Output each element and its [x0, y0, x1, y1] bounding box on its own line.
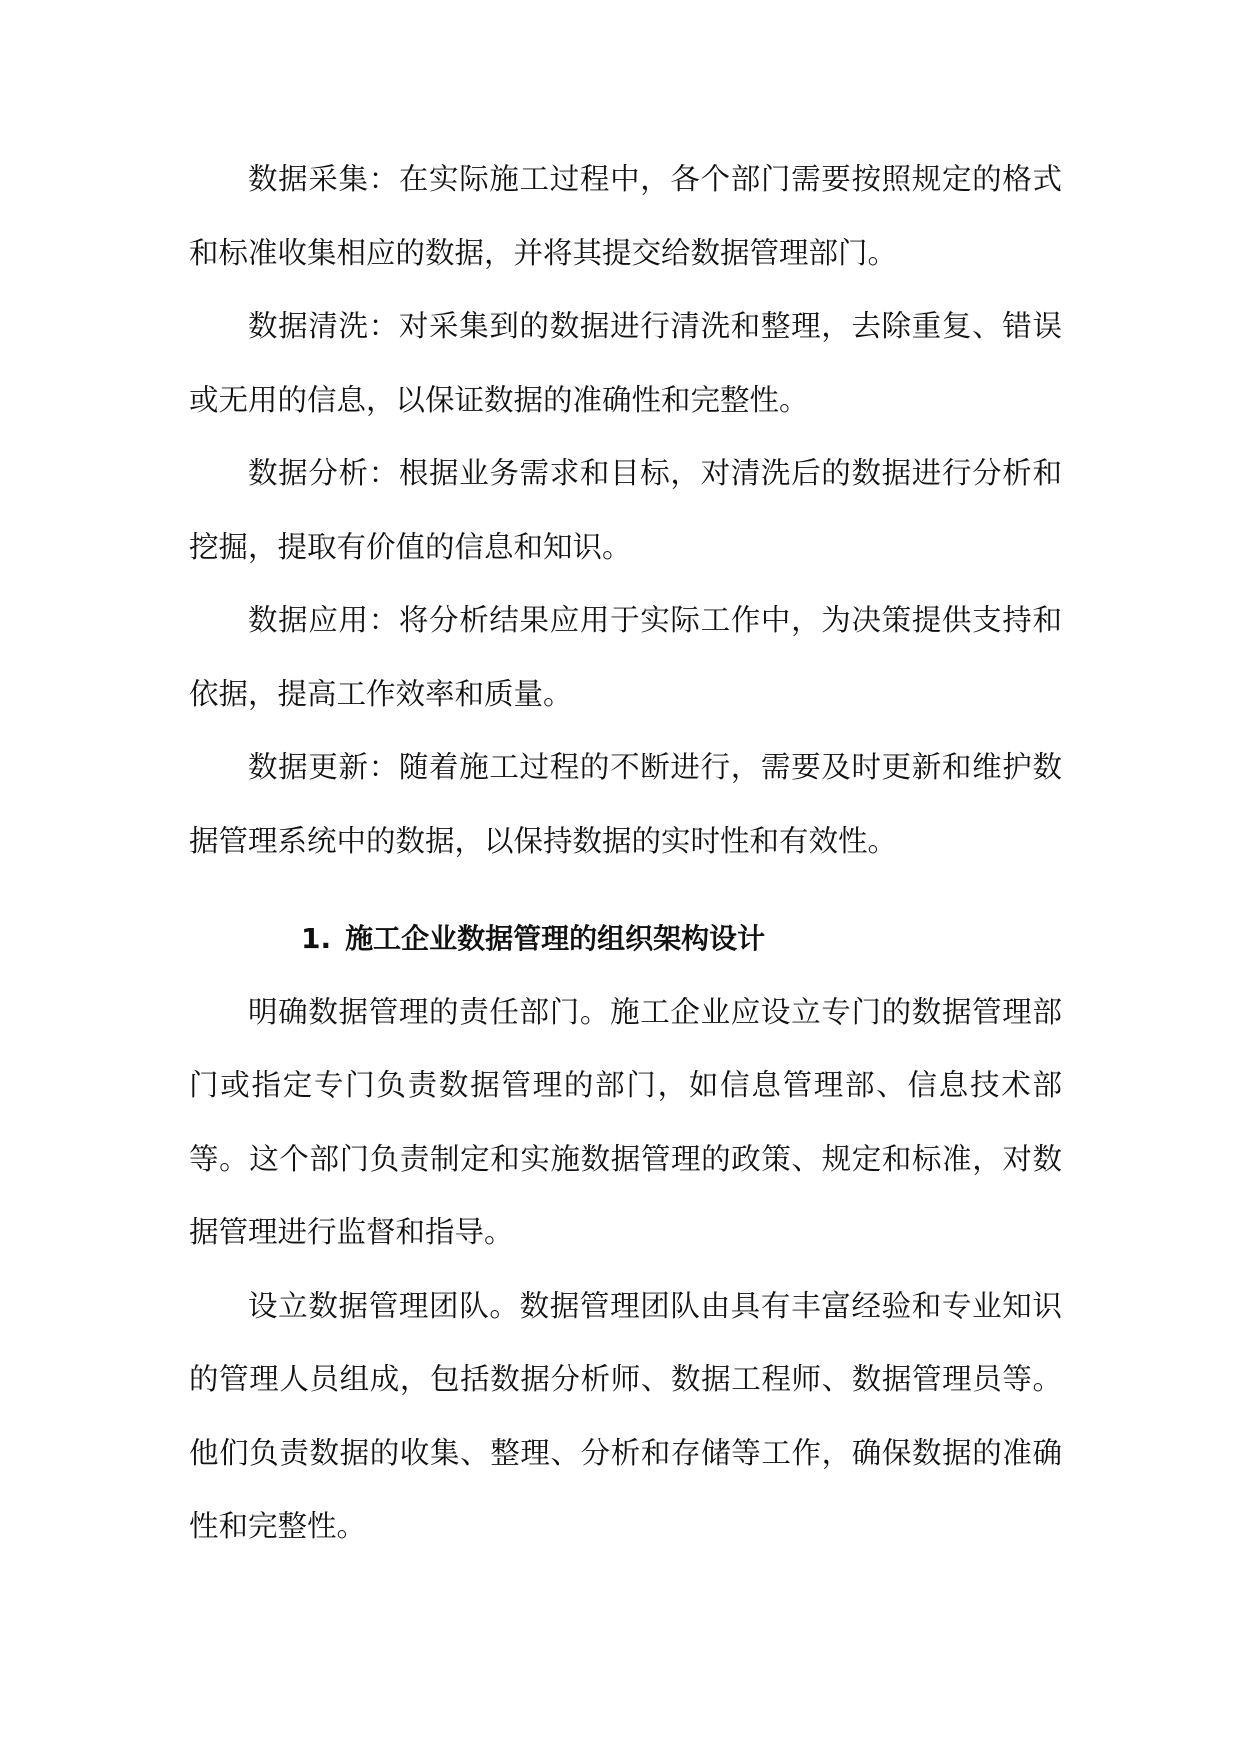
paragraph-data-collection: 数据采集：在实际施工过程中，各个部门需要按照规定的格式和标准收集相应的数据，并将其提交给数据管理部门。	[189, 162, 1062, 270]
paragraph-data-analysis: 数据分析：根据业务需求和目标，对清洗后的数据进行分析和挖掘，提取有价值的信息和知识。	[189, 456, 1062, 564]
document-body	[189, 143, 1062, 1564]
paragraph-responsible-department: 明确数据管理的责任部门。施工企业应设立专门的数据管理部门或指定专门负责数据管理的部门，如信息管理部、信息技术部等。这个部门负责制定和实施数据管理的政策、规定和标准，对数据管理进行监督和指导。	[189, 994, 1062, 1249]
paragraph-data-update: 数据更新：随着施工过程的不断进行，需要及时更新和维护数据管理系统中的数据，以保持数据的实时性和有效性。	[189, 750, 1062, 858]
paragraph-data-cleaning: 数据清洗：对采集到的数据进行清洗和整理，去除重复、错误或无用的信息，以保证数据的准确性和完整性。	[189, 309, 1062, 417]
paragraph-data-team: 设立数据管理团队。数据管理团队由具有丰富经验和专业知识的管理人员组成，包括数据分析师、数据工程师、数据管理员等。他们负责数据的收集、整理、分析和存储等工作，确保数据的准确性和完整性。	[189, 1288, 1062, 1543]
section-title: 施工企业数据管理的组织架构设计	[345, 922, 766, 955]
paragraph-data-application: 数据应用：将分析结果应用于实际工作中，为决策提供支持和依据，提高工作效率和质量。	[189, 603, 1062, 711]
section-heading	[189, 902, 1062, 976]
section-number: 1.	[301, 922, 332, 955]
